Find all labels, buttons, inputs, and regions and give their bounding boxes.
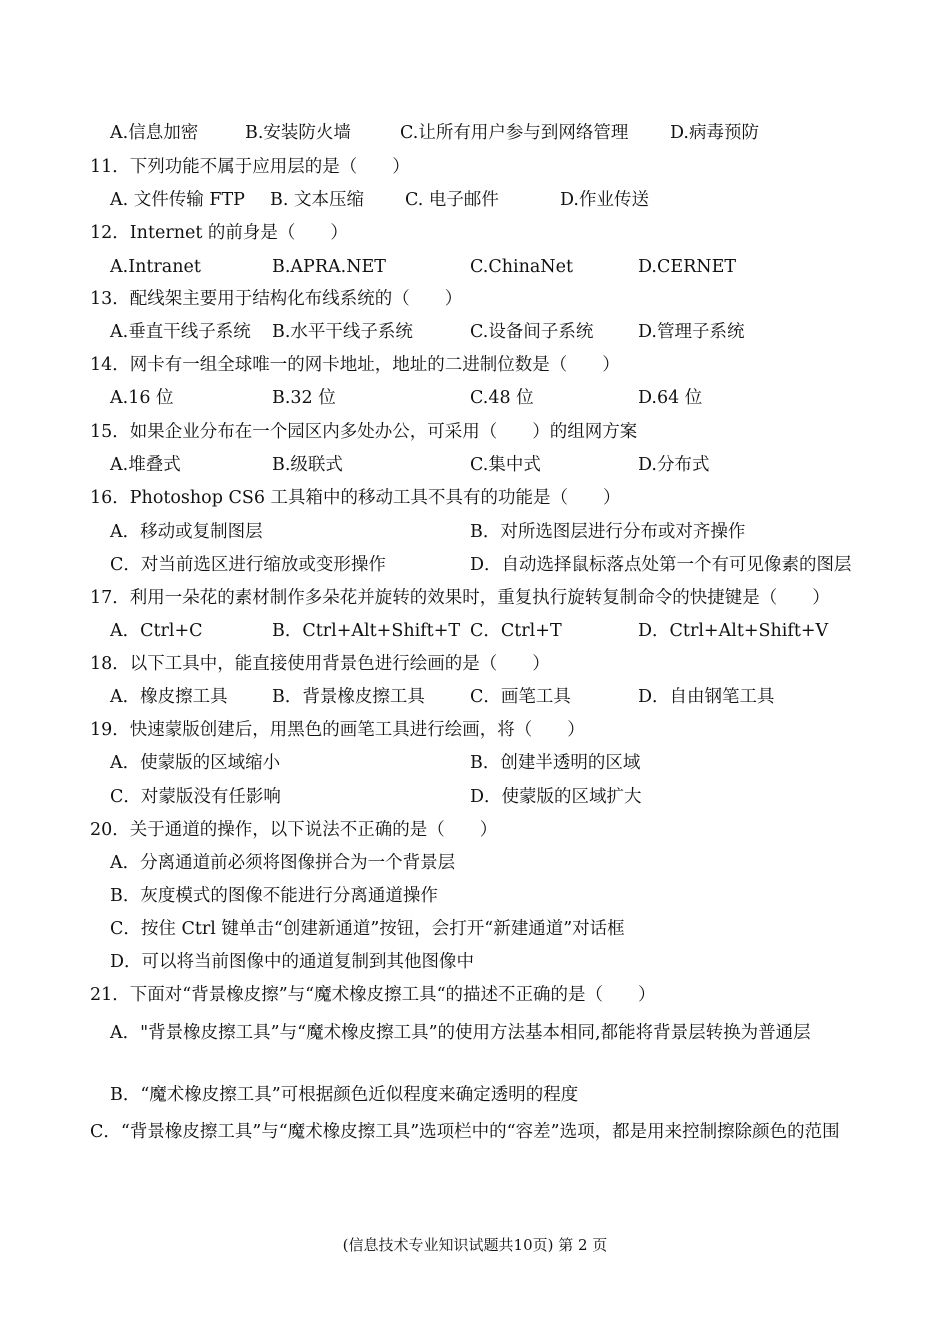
q13-option-b: B.水平干线子系统 xyxy=(272,322,413,342)
q20-option-d: D．可以将当前图像中的通道复制到其他图像中 xyxy=(110,952,475,972)
q16-option-c: C．对当前选区进行缩放或变形操作 xyxy=(110,555,386,575)
q12-stem: 12．Internet 的前身是（ ） xyxy=(90,223,348,243)
q18-option-c: C．画笔工具 xyxy=(470,687,571,707)
q12-option-a: A.Intranet xyxy=(110,257,201,277)
q18-stem: 18．以下工具中，能直接使用背景色进行绘画的是（ ） xyxy=(90,654,550,674)
q15-option-c: C.集中式 xyxy=(470,455,541,475)
q17-option-c: C．Ctrl+T xyxy=(470,621,562,641)
q16-stem: 16．Photoshop CS6 工具箱中的移动工具不具有的功能是（ ） xyxy=(90,488,621,508)
q10-option-a: A.信息加密 xyxy=(110,123,199,143)
q20-option-b: B．灰度模式的图像不能进行分离通道操作 xyxy=(110,886,438,906)
q14-option-d: D.64 位 xyxy=(638,388,703,408)
q11-option-b: B. 文本压缩 xyxy=(270,190,364,210)
q14-option-a: A.16 位 xyxy=(110,388,174,408)
q21-option-a: A．"背景橡皮擦工具”与“魔术橡皮擦工具”的使用方法基本相同,都能将背景层转换为普通层 xyxy=(110,1023,811,1043)
q17-option-b: B．Ctrl+Alt+Shift+T xyxy=(272,621,461,641)
q11-option-a: A. 文件传输 FTP xyxy=(110,190,245,210)
q10-option-c: C.让所有用户参与到网络管理 xyxy=(400,123,629,143)
q15-stem: 15．如果企业分布在一个园区内多处办公，可采用（ ）的组网方案 xyxy=(90,422,638,442)
q17-option-a: A．Ctrl+C xyxy=(110,621,203,641)
q20-option-a: A．分离通道前必须将图像拼合为一个背景层 xyxy=(110,853,456,873)
q15-option-d: D.分布式 xyxy=(638,455,710,475)
q16-option-a: A．移动或复制图层 xyxy=(110,522,263,542)
q10-option-b: B.安装防火墙 xyxy=(245,123,351,143)
q10-option-d: D.病毒预防 xyxy=(670,123,759,143)
q21-option-b: B．“魔术橡皮擦工具”可根据颜色近似程度来确定透明的程度 xyxy=(110,1085,579,1105)
q17-option-d: D．Ctrl+Alt+Shift+V xyxy=(638,621,829,641)
q16-option-d: D．自动选择鼠标落点处第一个有可见像素的图层 xyxy=(470,555,852,575)
page-footer: (信息技术专业知识试题共10页) 第 2 页 xyxy=(342,1236,608,1254)
q19-option-a: A．使蒙版的区域缩小 xyxy=(110,753,281,773)
q13-stem: 13．配线架主要用于结构化布线系统的（ ） xyxy=(90,289,463,309)
q18-option-d: D．自由钢笔工具 xyxy=(638,687,775,707)
q13-option-c: C.设备间子系统 xyxy=(470,322,594,342)
q15-option-a: A.堆叠式 xyxy=(110,455,181,475)
q12-option-d: D.CERNET xyxy=(638,257,737,277)
q19-stem: 19．快速蒙版创建后，用黑色的画笔工具进行绘画，将（ ） xyxy=(90,720,585,740)
q14-option-b: B.32 位 xyxy=(272,388,336,408)
q16-option-b: B．对所选图层进行分布或对齐操作 xyxy=(470,522,746,542)
q11-option-c: C. 电子邮件 xyxy=(405,190,499,210)
q17-stem: 17．利用一朵花的素材制作多朵花并旋转的效果时，重复执行旋转复制命令的快捷键是（ ） xyxy=(90,588,830,608)
q19-option-b: B．创建半透明的区域 xyxy=(470,753,641,773)
q20-option-c: C．按住 Ctrl 键单击“创建新通道”按钮，会打开“新建通道”对话框 xyxy=(110,919,625,939)
q19-option-c: C．对蒙版没有任影响 xyxy=(110,787,281,807)
q12-option-c: C.ChinaNet xyxy=(470,257,573,277)
q12-option-b: B.APRA.NET xyxy=(272,257,386,277)
q14-option-c: C.48 位 xyxy=(470,388,534,408)
q14-stem: 14．网卡有一组全球唯一的网卡地址，地址的二进制位数是（ ） xyxy=(90,355,620,375)
q21-stem: 21．下面对“背景橡皮擦”与“魔术橡皮擦工具“的描述不正确的是（ ） xyxy=(90,985,656,1005)
q11-stem: 11．下列功能不属于应用层的是（ ） xyxy=(90,157,410,177)
q11-option-d: D.作业传送 xyxy=(560,190,649,210)
q13-option-a: A.垂直干线子系统 xyxy=(110,322,251,342)
q13-option-d: D.管理子系统 xyxy=(638,322,745,342)
q19-option-d: D．使蒙版的区域扩大 xyxy=(470,787,642,807)
q18-option-a: A．橡皮擦工具 xyxy=(110,687,228,707)
q20-stem: 20．关于通道的操作，以下说法不正确的是（ ） xyxy=(90,820,498,840)
q15-option-b: B.级联式 xyxy=(272,455,343,475)
q21-option-c: C．“背景橡皮擦工具”与“魔术橡皮擦工具”选项栏中的“容差”选项，都是用来控制擦除颜色的范围 xyxy=(90,1122,840,1142)
q18-option-b: B．背景橡皮擦工具 xyxy=(272,687,425,707)
